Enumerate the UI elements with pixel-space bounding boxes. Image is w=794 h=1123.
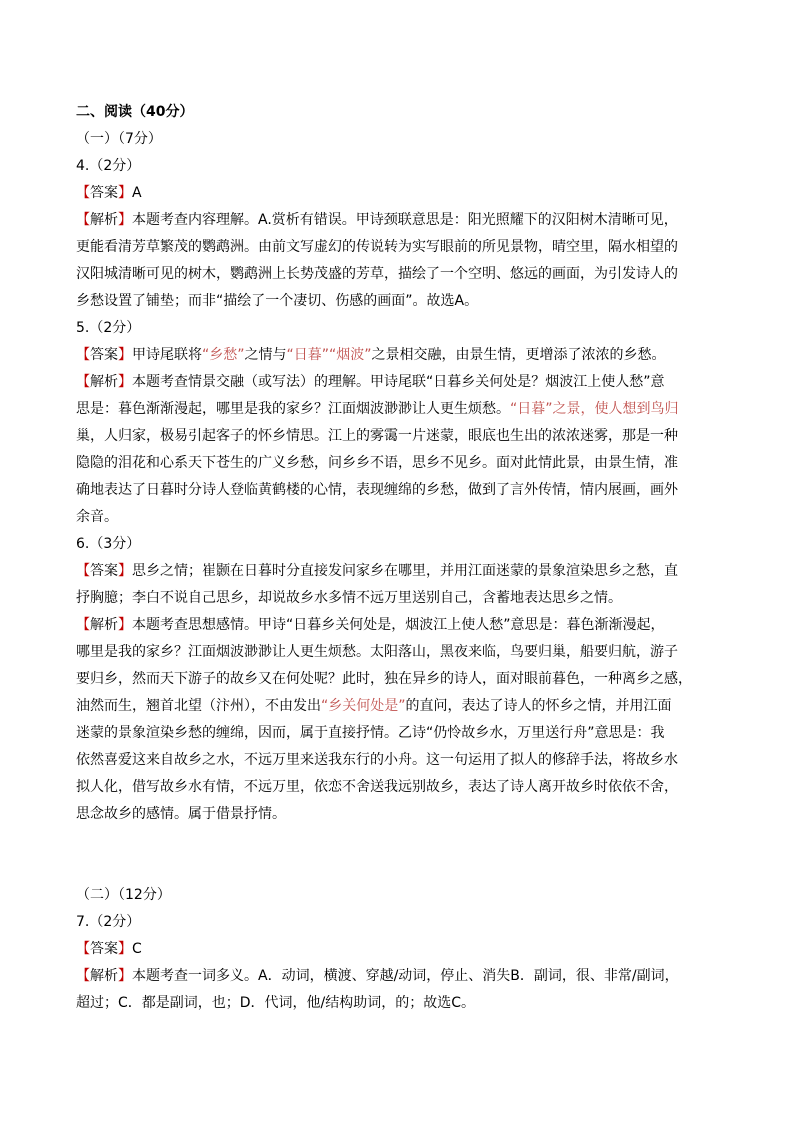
q5-analysis-highlight: “日暮”之景，使人想到鸟归	[510, 401, 679, 417]
q5-answer-text: 之情与	[244, 347, 287, 363]
q5-answer-line	[76, 345, 726, 365]
answer-tag: 答案	[90, 347, 118, 363]
bracket-close: 】	[118, 968, 132, 984]
q4-answer-line	[76, 183, 726, 203]
q7-analysis-line	[76, 966, 726, 986]
q4-analysis-text: 本题考查内容理解。A.赏析有错误。甲诗颈联意思是：阳光照耀下的汉阳树木清晰可见，	[132, 212, 678, 228]
q5-answer-text: 甲诗尾联将	[132, 347, 202, 363]
bracket-open: 【	[76, 347, 90, 363]
q6-analysis-cont	[76, 696, 726, 716]
q5-answer-quote: “日暮”“烟波”	[286, 347, 372, 363]
section-title: 二、阅读（40分）	[76, 104, 194, 120]
q4-answer: A	[132, 185, 142, 201]
q5-analysis-cont: 隐隐的泪花和心系天下苍生的广义乡愁，问乡乡不语，思乡不见乡。面对此情此景，由景生情，准	[76, 455, 678, 471]
q4-number: 4.（2分）	[76, 158, 141, 174]
answer-tag: 答案	[90, 941, 118, 957]
q6-analysis-cont: 迷蒙的景象渲染乡愁的缠绵，因而，属于直接抒情。乙诗“仍怜故乡水，万里送行舟”意思是：我	[76, 725, 665, 741]
q6-analysis-text: 本题考查思想感情。甲诗“日暮乡关何处是，烟波江上使人愁”意思是：暮色渐渐漫起，	[132, 617, 665, 633]
bracket-close: 】	[118, 212, 132, 228]
q5-analysis-cont: 巢，人归家，极易引起客子的怀乡情思。江上的雾霭一片迷蒙，眼底也生出的浓浓迷雾，那是一种	[76, 428, 678, 444]
q6-analysis-text: 油然而生，翘首北望（汴州），不由发出	[76, 698, 321, 714]
q5-analysis-cont	[76, 399, 726, 419]
bracket-open: 【	[76, 941, 90, 957]
analysis-tag: 解析	[90, 374, 118, 390]
part-one-title: （一）（7分）	[76, 131, 162, 147]
q6-analysis-line	[76, 615, 726, 635]
bracket-open: 【	[76, 563, 90, 579]
q7-analysis-cont: 超过；C．都是副词，也；D．代词，他/结构助词，的；故选C。	[76, 995, 476, 1011]
q6-analysis-cont: 要归乡，然而天下游子的故乡又在何处呢？此时，独在异乡的诗人，面对眼前暮色，一种离乡之感，	[76, 671, 692, 687]
answer-tag: 答案	[90, 185, 118, 201]
bracket-close: 】	[118, 374, 132, 390]
q7-number: 7.（2分）	[76, 914, 141, 930]
part-two-title: （二）（12分）	[76, 887, 171, 903]
q7-answer: C	[132, 941, 142, 957]
q6-analysis-cont: 哪里是我的家乡？江面烟波渺渺让人更生烦愁。太阳落山，黑夜来临，鸟要归巢，船要归航，游子	[76, 644, 678, 660]
analysis-tag: 解析	[90, 617, 118, 633]
analysis-tag: 解析	[90, 968, 118, 984]
q4-analysis-cont: 更能看清芳草繁茂的鹦鹉洲。由前文写虚幻的传说转为实写眼前的所见景物，晴空里，隔水相望的	[76, 239, 678, 255]
q6-analysis-cont: 依然喜爱这来自故乡之水，不远万里来送我东行的小舟。这一句运用了拟人的修辞手法，将故乡水	[76, 752, 678, 768]
answer-tag: 答案	[90, 563, 118, 579]
q7-answer-line	[76, 939, 726, 959]
q5-analysis-line	[76, 372, 726, 392]
q7-analysis-text: 本题考查一词多义。A．动词，横渡、穿越/动词，停止、消失B．副词，很、非常/副词，	[132, 968, 679, 984]
q5-number: 5.（2分）	[76, 320, 141, 336]
q5-analysis-cont: 确地表达了日暮时分诗人登临黄鹤楼的心情，表现缠绵的乡愁，做到了言外传情，情内展画，画外	[76, 482, 678, 498]
bracket-close: 】	[118, 185, 132, 201]
bracket-open: 【	[76, 212, 90, 228]
bracket-close: 】	[118, 347, 132, 363]
bracket-close: 】	[118, 617, 132, 633]
q6-analysis-cont: 拟人化，借写故乡水有情，不远万里，依恋不舍送我远别故乡，表达了诗人离开故乡时依依不舍，	[76, 779, 678, 795]
q6-analysis-cont: 思念故乡的感情。属于借景抒情。	[76, 806, 286, 822]
bracket-open: 【	[76, 617, 90, 633]
q4-analysis-cont: 乡愁设置了铺垫；而非“描绘了一个凄切、伤感的画面”。故选A。	[76, 293, 479, 309]
q5-answer-text: 之景相交融，由景生情，更增添了浓浓的乡愁。	[371, 347, 666, 363]
q5-answer-quote: “乡愁”	[202, 347, 245, 363]
bracket-close: 】	[118, 563, 132, 579]
analysis-tag: 解析	[90, 212, 118, 228]
q5-analysis-text: 本题考查情景交融（或写法）的理解。甲诗尾联“日暮乡关何处是？烟波江上使人愁”意	[132, 374, 665, 390]
q6-answer-cont: 抒胸臆；李白不说自己思乡，却说故乡水多情不远万里送别自己，含蓄地表达思乡之情。	[76, 590, 622, 606]
q4-analysis-cont: 汉阳城清晰可见的树木，鹦鹉洲上长势茂盛的芳草，描绘了一个空明、悠远的画面，为引发诗人的	[76, 266, 678, 282]
bracket-open: 【	[76, 374, 90, 390]
bracket-open: 【	[76, 968, 90, 984]
q6-analysis-highlight: “乡关何处是”	[321, 698, 406, 714]
q6-answer-line	[76, 561, 726, 581]
q6-answer-text: 思乡之情；崔颢在日暮时分直接发问家乡在哪里，并用江面迷蒙的景象渲染思乡之愁，直	[132, 563, 678, 579]
q5-analysis-text: 思是：暮色渐渐漫起，哪里是我的家乡？江面烟波渺渺让人更生烦愁。	[76, 401, 510, 417]
bracket-open: 【	[76, 185, 90, 201]
bracket-close: 】	[118, 941, 132, 957]
q6-analysis-text: 的直问，表达了诗人的怀乡之情，并用江面	[405, 698, 672, 714]
q5-analysis-cont: 余音。	[76, 509, 118, 525]
q4-analysis-line	[76, 210, 726, 230]
q6-number: 6.（3分）	[76, 536, 141, 552]
